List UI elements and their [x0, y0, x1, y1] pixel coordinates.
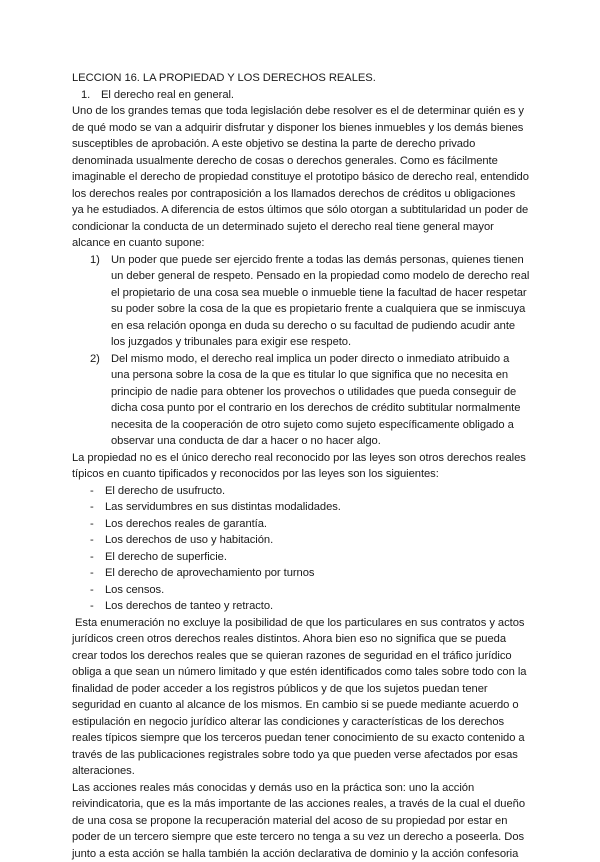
list-item [72, 549, 530, 566]
list-item [72, 351, 530, 450]
list-item-text: Los derechos de tanteo y retracto. [105, 600, 273, 612]
list-item-number: 2) [90, 351, 100, 368]
paragraph-rights-list-intro: La propiedad no es el único derecho real reconocido por las leyes son otros derechos reales típicos en cuanto tipificados y reconocidos por las leyes son los siguientes: [72, 450, 530, 483]
section-heading [72, 87, 530, 104]
list-item-text: Los derechos de uso y habitación. [105, 534, 273, 546]
list-item-number: 1) [90, 252, 100, 269]
numbered-list [72, 252, 530, 450]
list-item [72, 516, 530, 533]
dash-marker: - [90, 549, 94, 566]
list-item-text: Las servidumbres en sus distintas modalidades. [105, 501, 341, 513]
dash-marker: - [90, 565, 94, 582]
list-item-text: Los censos. [105, 584, 164, 596]
list-item-text: Del mismo modo, el derecho real implica un poder directo o inmediato atribuido a una persona sobre la cosa de la que es titular lo que significa que no necesita en principio de nadie para obtener los provechos o utilidades que pueda conseguir de dicha cosa punto por el contrario en los derechos de crédito subtitular normalmente necesita de la cooperación de otro sujeto como sujeto específicamente obligado a observar una conducta de dar a hacer o no hacer algo. [111, 353, 520, 448]
dash-marker: - [90, 582, 94, 599]
list-item [72, 499, 530, 516]
list-item-text: El derecho de usufructo. [105, 485, 225, 497]
document-page [72, 70, 530, 862]
list-item-text: Los derechos reales de garantía. [105, 518, 267, 530]
list-item-text: El derecho de superficie. [105, 551, 227, 563]
lesson-title: LECCION 16. LA PROPIEDAD Y LOS DERECHOS REALES. [72, 70, 530, 87]
dash-marker: - [90, 516, 94, 533]
dash-marker: - [90, 598, 94, 615]
list-item-text: El derecho de aprovechamiento por turnos [105, 567, 314, 579]
paragraph-real-actions: Las acciones reales más conocidas y demás uso en la práctica son: uno la acción reivindicatoria, que es la más importante de las acciones reales, a través de la cual el dueño de una cosa se propone la recuperación material del acoso de su propiedad por estar en poder de un tercero siempre que este tercero no tenga a su vez un derecho a poseerla. Dos junto a esta acción se halla también la acción declarativa de dominio y la acción confesoria [72, 780, 530, 862]
list-item [72, 565, 530, 582]
section-number: 1. [81, 87, 101, 104]
dash-marker: - [90, 499, 94, 516]
dash-marker: - [90, 483, 94, 500]
dash-marker: - [90, 532, 94, 549]
section-label: El derecho real en general. [101, 89, 234, 101]
list-item [72, 532, 530, 549]
list-item [72, 483, 530, 500]
list-item [72, 252, 530, 351]
list-item-text: Un poder que puede ser ejercido frente a todas las demás personas, quienes tienen un deber general de respeto. Pensado en la propiedad como modelo de derecho real el propietario de una cosa sea mueble o inmueble tiene la facultad de hacer respetar su poder sobre la cosa de la que es propietario frente a cualquiera que se inmiscuya en esa relación oponga en duda su derecho o su facultad de pudiendo acudir ante los juzgados y tribunales para exigir ese respeto. [111, 254, 529, 349]
paragraph-enumeration: Esta enumeración no excluye la posibilidad de que los particulares en sus contratos y actos jurídicos creen otros derechos reales distintos. Ahora bien eso no significa que se pueda crear todos los derechos reales que se quieran razones de seguridad en el tráfico jurídico obliga a que sean un número limitado y que estén identificados como tales sobre todo con la finalidad de poder acceder a los registros públicos y de que los sujetos puedan tener seguridad en cuanto al alcance de los mismos. En cambio si se puede mediante acuerdo o estipulación en negocio jurídico alterar las condiciones y características de los derechos reales típicos siempre que los terceros puedan tener conocimiento de su exacto contenido a través de las publicaciones registrales sobre todo ya que pueden verse afectados por esas alteraciones. [72, 615, 530, 780]
list-item [72, 598, 530, 615]
list-item [72, 582, 530, 599]
dash-list [72, 483, 530, 615]
paragraph-intro: Uno de los grandes temas que toda legislación debe resolver es el de determinar quién es y de qué modo se van a adquirir disfrutar y disponer los bienes inmuebles y los demás bienes susceptibles de aprobación. A este objetivo se destina la parte de derecho privado denominada usualmente derecho de cosas o derechos generales. Como es fácilmente imaginable el derecho de propiedad constituye el prototipo básico de derecho real, entendido los derechos reales por contraposición a los llamados derechos de créditos u obligaciones ya he estudiados. A diferencia de estos últimos que sólo otorgan a subtitularidad un poder de condicionar la conducta de un determinado sujeto el derecho real tiene general mayor alcance en cuanto supone: [72, 103, 530, 252]
